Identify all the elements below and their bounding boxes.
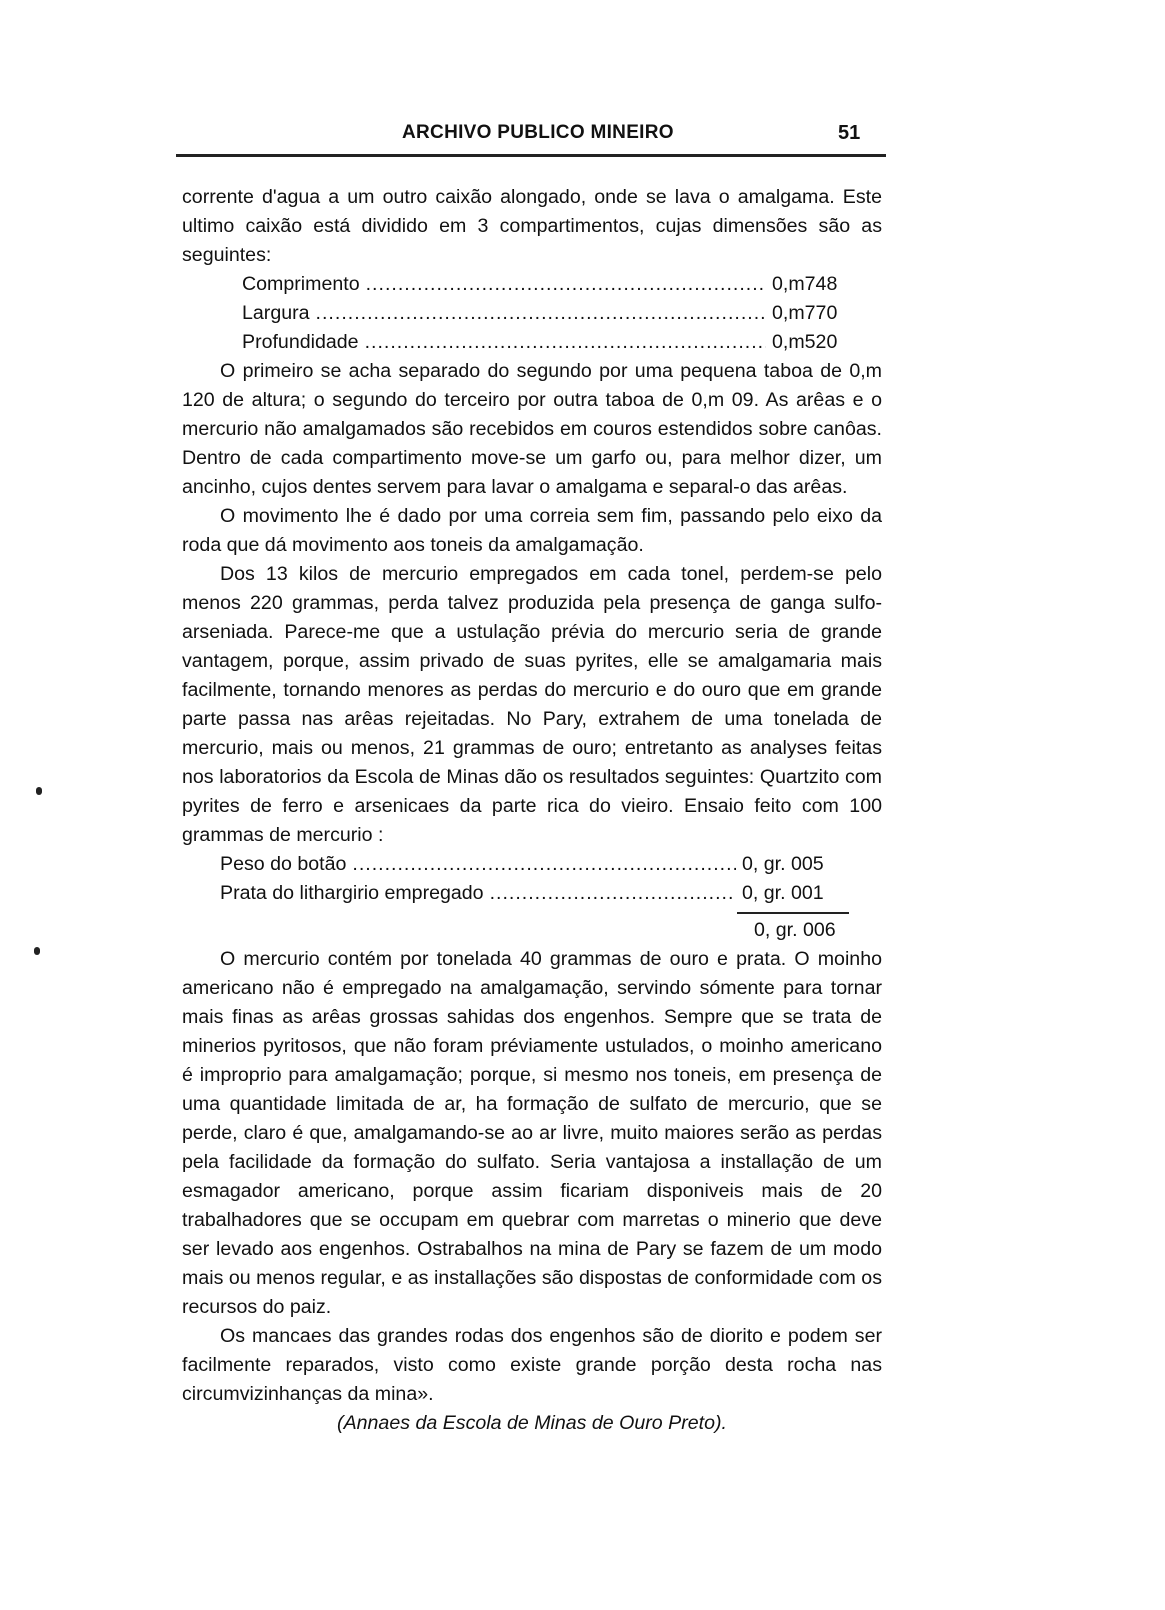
dimension-value: 0,m748 (772, 273, 838, 295)
assay-row (220, 850, 882, 879)
assay-value: 0, gr. 005 (742, 853, 824, 875)
sum-rule (737, 912, 849, 914)
assay-label: Prata do lithargirio empregado (220, 882, 484, 904)
page-number: 51 (838, 122, 861, 144)
dimension-label: Comprimento (242, 273, 360, 295)
paragraph: O primeiro se acha separado do segundo por uma pequena taboa de 0,m 120 de altura; o segundo do terceiro por outra taboa de 0,m 09. As arêas e o mercurio não amalgamados são recebidos em couros estendidos sobre canôas. Dentro de cada compartimento move-se um garfo ou, para melhor dizer, um ancinho, cujos dentes servem para lavar o amalgama e separal-o das arêas. (182, 360, 882, 498)
leader-dots (352, 850, 736, 879)
leader-dots (365, 328, 766, 357)
leader-dots (490, 879, 736, 908)
dimension-row (242, 299, 882, 328)
paragraph: O movimento lhe é dado por uma correia sem fim, passando pelo eixo da roda que dá movimento aos toneis da amalgamação. (182, 505, 882, 556)
paragraph: Os mancaes das grandes rodas dos engenhos são de diorito e podem ser facilmente reparados, visto como existe grande porção desta rocha nas circumvizinhanças da mina». (182, 1325, 882, 1405)
margin-mark (34, 947, 40, 955)
running-header (180, 122, 880, 152)
dimension-label: Profundidade (242, 331, 359, 353)
header-title: ARCHIVO PUBLICO MINEIRO (402, 122, 674, 143)
paragraph: Dos 13 kilos de mercurio empregados em cada tonel, perdem-se pelo menos 220 grammas, perda talvez produzida pela presença de ganga sulfo-arseniada. Parece-me que a ustulação prévia do mercurio seria de grande vantagem, porque, assim privado de suas pyrites, elle se amalgamaria mais facilmente, tornando menores as perdas do mercurio e do ouro que em grande parte passa nas arêas rejeitadas. No Pary, extrahem de uma tonelada de mercurio, mais ou menos, 21 grammas de ouro; entretanto as analyses feitas nos laboratorios da Escola de Minas dão os resultados seguintes: Quartzito com pyrites de ferro e arsenicaes da parte rica do vieiro. Ensaio feito com 100 grammas de mercurio : (182, 563, 882, 846)
dimension-label: Largura (242, 302, 310, 324)
citation: (Annaes da Escola de Minas de Ouro Preto). (337, 1412, 727, 1434)
dimension-value: 0,m520 (772, 331, 838, 353)
assay-value: 0, gr. 001 (742, 882, 824, 904)
assay-label: Peso do botão (220, 853, 347, 875)
dimension-row (242, 328, 882, 357)
leader-dots (366, 270, 766, 299)
dimension-value: 0,m770 (772, 302, 838, 324)
paragraph: O mercurio contém por tonelada 40 grammas de ouro e prata. O moinho americano não é empregado na amalgamação, servindo sómente para tornar mais finas as arêas grossas sahidas dos engenhos. Sempre que se trata de minerios pyritosos, que não foram préviamente ustulados, o moinho americano é improprio para amalgamação; porque, si mesmo nos toneis, em presença de uma quantidade limitada de ar, ha formação de sulfato de mercurio, que se perde, claro é que, amalgamando-se ao ar livre, muito maiores serão as perdas pela facilidade da formação do sulfato. Seria vantajosa a installação de um esmagador americano, porque assim ficariam disponiveis mais de 20 trabalhadores que se occupam em quebrar com marretas o minerio que deve ser levado aos engenhos. Ostrabalhos na mina de Pary se fazem de um modo mais ou menos regular, e as installações são dispostas de conformidade com os recursos do paiz. (182, 948, 882, 1318)
body-text (182, 183, 882, 1438)
assay-total: 0, gr. 006 (754, 919, 836, 941)
assay-row (220, 879, 882, 908)
header-rule (176, 154, 886, 157)
margin-mark (36, 787, 42, 795)
paragraph: corrente d'agua a um outro caixão alongado, onde se lava o amalgama. Este ultimo caixão está dividido em 3 compartimentos, cujas dimensões são as seguintes: (182, 186, 882, 266)
leader-dots (316, 299, 766, 328)
dimension-row (242, 270, 882, 299)
